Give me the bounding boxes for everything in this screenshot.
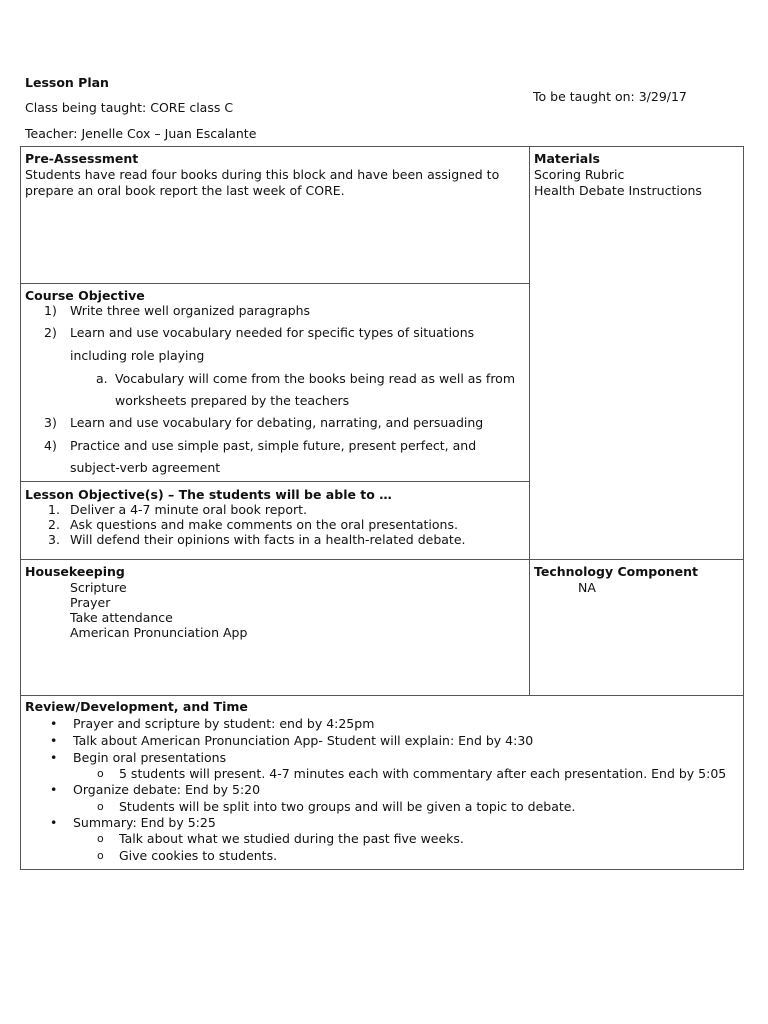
lesson-objective-text: Ask questions and make comments on the oral presentations. xyxy=(70,517,458,532)
course-objective-marker: 4) xyxy=(44,438,57,453)
technology-value: NA xyxy=(578,580,596,595)
class-line: Class being taught: CORE class C xyxy=(25,100,234,115)
course-objective-text: Learn and use vocabulary needed for specific types of situations xyxy=(70,325,475,340)
pre-assessment-line: Students have read four books during this block and have been assigned to xyxy=(25,167,500,182)
date-line: To be taught on: 3/29/17 xyxy=(533,89,687,104)
housekeeping-heading: Housekeeping xyxy=(25,564,125,579)
technology-cell xyxy=(529,559,744,696)
review-item: Organize debate: End by 5:20 xyxy=(73,782,261,797)
housekeeping-item: Scripture xyxy=(70,580,127,595)
review-sub-item: Students will be split into two groups and will be given a topic to debate. xyxy=(119,799,576,814)
housekeeping-item: Prayer xyxy=(70,595,111,610)
sub-bullet-icon: o xyxy=(97,800,104,813)
lesson-objective-marker: 1. xyxy=(48,502,60,517)
pre-assessment-line: prepare an oral book report the last week of CORE. xyxy=(25,183,345,198)
bullet-icon: • xyxy=(50,716,58,731)
course-objective-sub-text: worksheets prepared by the teachers xyxy=(115,393,350,408)
bullet-icon: • xyxy=(50,750,58,765)
course-objective-text: including role playing xyxy=(70,348,205,363)
bullet-icon: • xyxy=(50,815,58,830)
lesson-objective-marker: 2. xyxy=(48,517,60,532)
course-objective-heading: Course Objective xyxy=(25,288,145,303)
teacher-line: Teacher: Jenelle Cox – Juan Escalante xyxy=(25,126,257,141)
lesson-objective-text: Will defend their opinions with facts in a health-related debate. xyxy=(70,532,466,547)
materials-item: Health Debate Instructions xyxy=(534,183,702,198)
bullet-icon: • xyxy=(50,782,58,797)
course-objective-sub-text: Vocabulary will come from the books being read as well as from xyxy=(115,371,516,386)
review-item: Summary: End by 5:25 xyxy=(73,815,216,830)
course-objective-marker: 3) xyxy=(44,415,57,430)
course-objective-text: Write three well organized paragraphs xyxy=(70,303,311,318)
review-sub-item: Talk about what we studied during the past five weeks. xyxy=(119,831,464,846)
document-title: Lesson Plan xyxy=(25,75,109,90)
course-objective-text: Practice and use simple past, simple future, present perfect, and xyxy=(70,438,477,453)
review-heading: Review/Development, and Time xyxy=(25,699,248,714)
housekeeping-item: American Pronunciation App xyxy=(70,625,248,640)
lesson-objectives-heading: Lesson Objective(s) – The students will be able to … xyxy=(25,487,392,502)
sub-bullet-icon: o xyxy=(97,832,104,845)
review-sub-item: Give cookies to students. xyxy=(119,848,278,863)
review-item: Talk about American Pronunciation App- Student will explain: End by 4:30 xyxy=(73,733,534,748)
course-objective-text: subject-verb agreement xyxy=(70,460,221,475)
materials-heading: Materials xyxy=(534,151,600,166)
materials-cell xyxy=(529,146,744,560)
sub-bullet-icon: o xyxy=(97,767,104,780)
lesson-objective-text: Deliver a 4-7 minute oral book report. xyxy=(70,502,308,517)
course-objective-text: Learn and use vocabulary for debating, narrating, and persuading xyxy=(70,415,484,430)
pre-assessment-heading: Pre-Assessment xyxy=(25,151,139,166)
materials-item: Scoring Rubric xyxy=(534,167,625,182)
technology-heading: Technology Component xyxy=(534,564,699,579)
course-objective-sub-marker: a. xyxy=(96,371,108,386)
review-item: Prayer and scripture by student: end by 4:25pm xyxy=(73,716,375,731)
review-item: Begin oral presentations xyxy=(73,750,227,765)
course-objective-marker: 1) xyxy=(44,303,57,318)
lesson-objective-marker: 3. xyxy=(48,532,60,547)
sub-bullet-icon: o xyxy=(97,849,104,862)
bullet-icon: • xyxy=(50,733,58,748)
course-objective-marker: 2) xyxy=(44,325,57,340)
housekeeping-item: Take attendance xyxy=(70,610,173,625)
review-sub-item: 5 students will present. 4-7 minutes each with commentary after each presentation. End by 5:05 xyxy=(119,766,727,781)
